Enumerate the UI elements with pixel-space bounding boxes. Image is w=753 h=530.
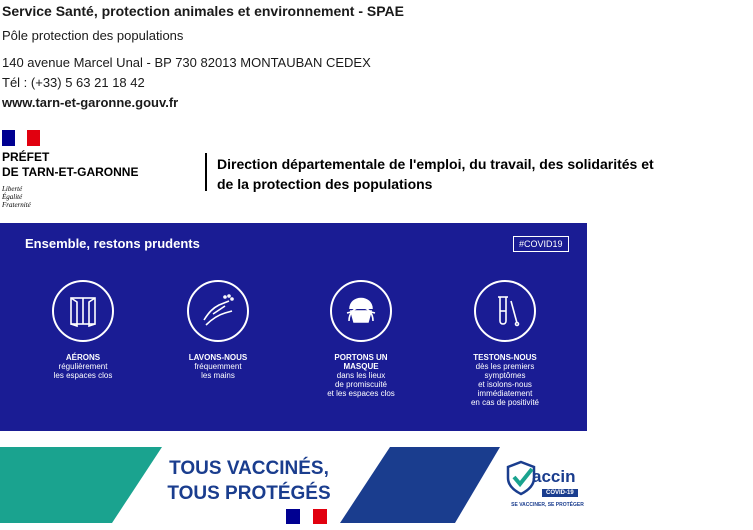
direction-name (217, 154, 654, 194)
republic-motto (2, 185, 31, 209)
vaccin-word: accin (532, 467, 576, 486)
gesture-title: TESTONS-NOUS (473, 353, 537, 362)
prefecture-line1: PRÉFET (2, 150, 50, 164)
window-icon (65, 293, 101, 329)
marianne-logo-small (286, 509, 327, 524)
covid-19-badge: COVID-19 (542, 489, 578, 497)
gesture-description: dès les premiers symptômes et isolons-nous immédiatement en cas de positivité (470, 362, 540, 407)
sender-phone: Tél : (+33) 5 63 21 18 42 (2, 75, 145, 90)
vaccine-slogan (164, 456, 334, 506)
motto-egalite: Égalité (2, 193, 23, 201)
motto-fraternite: Fraternité (2, 201, 31, 209)
sender-subtitle: Pôle protection des populations (2, 28, 184, 43)
direction-line2: de la protection des populations (217, 176, 433, 192)
sender-website-link[interactable]: www.tarn-et-garonne.gouv.fr (2, 95, 179, 110)
vaccin-tagline: SE VACCINER, SE PROTÉGER (511, 502, 584, 508)
sender-title: Service Santé, protection animales et environnement - SPAE (2, 3, 404, 19)
prefecture-line2: DE TARN-ET-GARONNE (2, 165, 139, 179)
vaccine-slogan-line1: TOUS VACCINÉS, (169, 458, 329, 479)
gesture-description: régulièrement les espaces clos (53, 362, 113, 380)
motto-liberte: Liberté (2, 185, 23, 193)
vaccin-covid-logo (505, 458, 590, 513)
covid-banner-title: Ensemble, restons prudents (25, 236, 200, 251)
logo-divider (205, 153, 207, 191)
prefecture-name (2, 150, 138, 180)
sender-address: 140 avenue Marcel Unal - BP 730 82013 MONTAUBAN CEDEX (2, 55, 371, 70)
covid-hashtag-badge: #COVID19 (513, 236, 569, 252)
gesture-wash-hands (158, 280, 278, 380)
gesture-wear-mask (301, 280, 421, 398)
test-tube-icon (487, 293, 523, 329)
gesture-title: AÉRONS (65, 353, 101, 362)
marianne-logo (2, 130, 40, 146)
covid-banner (0, 223, 587, 431)
gesture-description: dans les lieux de promiscuité et les espaces clos (327, 371, 395, 398)
gesture-get-tested (445, 280, 565, 407)
direction-line1: Direction départementale de l'emploi, du travail, des solidarités et (217, 156, 654, 172)
gesture-title: LAVONS-NOUS (188, 353, 248, 362)
gesture-description: fréquemment les mains (194, 362, 242, 380)
gesture-title: PORTONS UN MASQUE (334, 353, 388, 371)
mask-icon (341, 291, 381, 331)
hand-washing-icon (199, 292, 237, 330)
gesture-ventilate (23, 280, 143, 380)
vaccine-slogan-line2: TOUS PROTÉGÉS (167, 483, 331, 504)
